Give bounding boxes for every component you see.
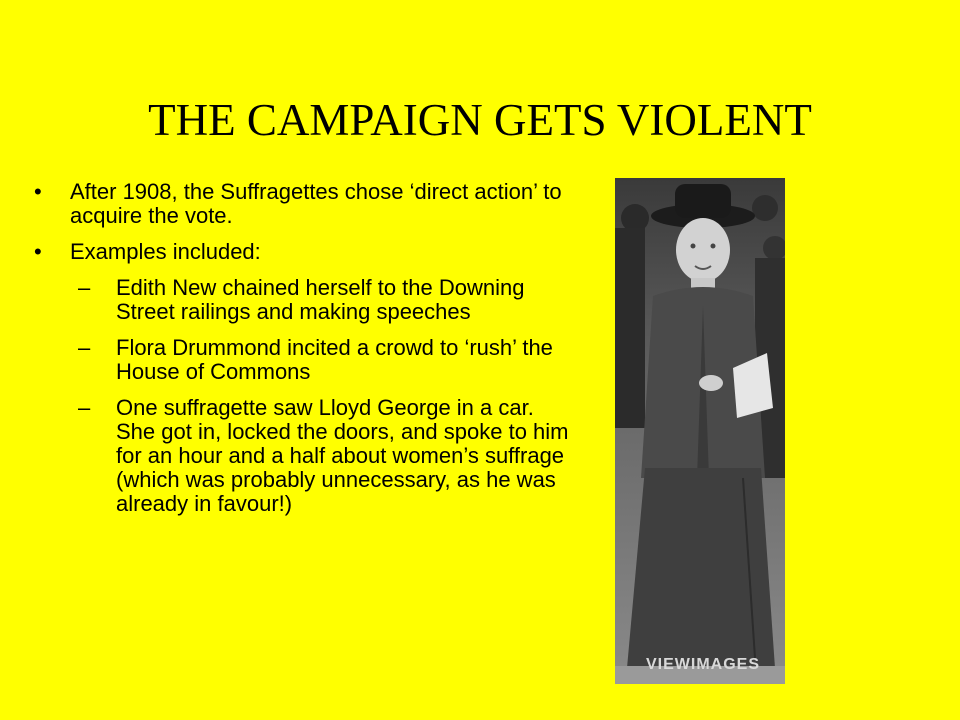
- sub-bullet-text: Edith New chained herself to the Downing Street railings and making speeches: [116, 275, 525, 324]
- sub-bullet-marker: –: [78, 335, 91, 360]
- bullet-text: After 1908, the Suffragettes chose ‘direct action’ to acquire the vote.: [70, 179, 562, 228]
- sub-bullet-text: Flora Drummond incited a crowd to ‘rush’ the House of Commons: [116, 335, 553, 384]
- portrait-photo: [615, 178, 785, 684]
- watermark-text: VIEWIMAGES: [645, 656, 760, 673]
- sub-bullet-item: [30, 276, 570, 324]
- sub-bullet-marker: –: [78, 395, 91, 420]
- sub-bullet-text: One suffragette saw Lloyd George in a car. She got in, locked the doors, and spoke to him for an hour and a half about women’s suffrage (which was probably unnecessary, as he was already in favour!): [116, 395, 569, 516]
- sub-bullet-item: [30, 336, 570, 384]
- portrait-illustration: [615, 178, 785, 684]
- bullet-marker: •: [34, 239, 42, 264]
- bullet-item: [30, 240, 570, 264]
- sub-bullet-marker: –: [78, 275, 91, 300]
- slide-title: THE CAMPAIGN GETS VIOLENT: [148, 95, 812, 145]
- bullet-text: Examples included:: [70, 239, 261, 264]
- bullet-item: [30, 180, 570, 228]
- bullet-marker: •: [34, 179, 42, 204]
- slide-body: [30, 180, 570, 528]
- sub-bullet-item: [30, 396, 570, 516]
